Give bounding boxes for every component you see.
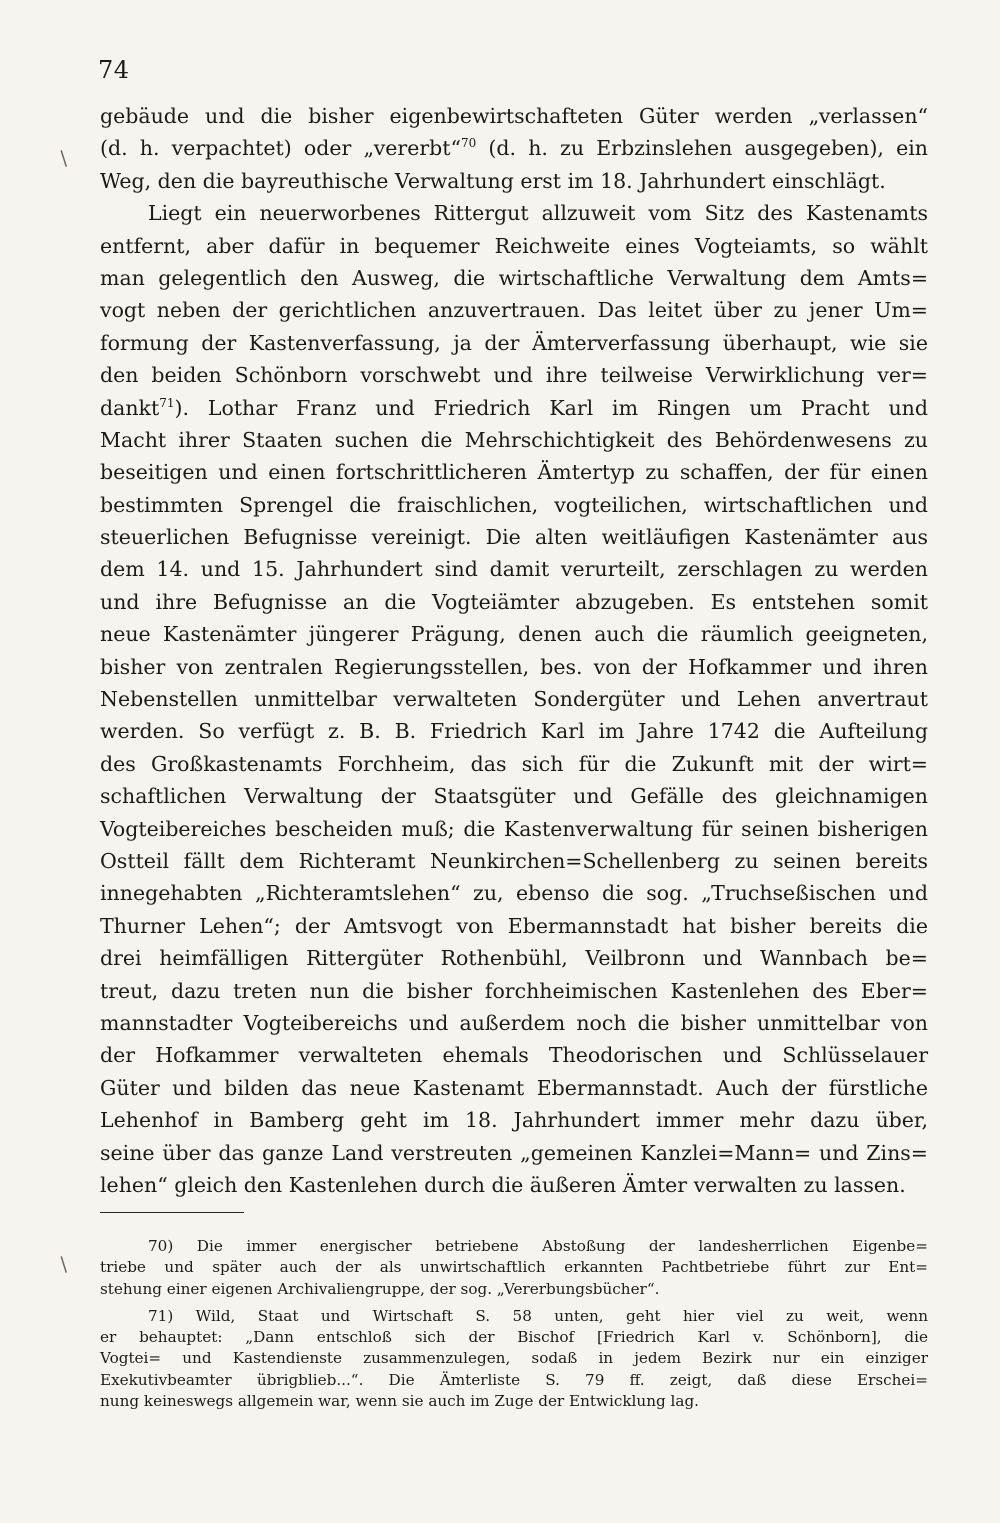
text-line: entfernt, aber dafür in bequemer Reichweite eines Vogteiamts, so wählt [100, 233, 928, 258]
text-line: man gelegentlich den Ausweg, die wirtschaftliche Verwaltung dem Amts= [100, 265, 928, 290]
text-line: des Großkastenamts Forchheim, das sich für die Zukunft mit der wirt= [100, 751, 928, 776]
text-line: dankt$^{71}$). Lothar Franz und Friedrich Karl im Ringen um Pracht und [100, 395, 928, 420]
footnotes [100, 1236, 928, 1412]
main-text [100, 100, 928, 1201]
footnote-ref: 71 [159, 395, 175, 410]
text-line: bestimmten Sprengel die fraischlichen, vogteilichen, wirtschaftlichen und [100, 492, 928, 517]
text-line: Lehenhof in Bamberg geht im 18. Jahrhundert immer mehr dazu über, [100, 1108, 928, 1133]
text-line: und ihre Befugnisse an die Vogteiämter abzugeben. Es entstehen somit [100, 589, 928, 614]
footnote-line: 70) Die immer energischer betriebene Abstoßung der landesherrlichen Eigenbe= [148, 1237, 928, 1255]
footnote-line: triebe und später auch der als unwirtschaftlich erkannten Pachtbetriebe führt zur Ent= [100, 1258, 928, 1277]
text-line: gebäude und die bisher eigenbewirtschafteten Güter werden „verlassen“ [100, 104, 928, 128]
text-line: den beiden Schönborn vorschwebt und ihre teilweise Verwirklichung ver= [100, 363, 928, 388]
footnote-line: nung keineswegs allgemein war, wenn sie auch im Zuge der Entwicklung lag. [100, 1392, 699, 1411]
margin-pencil-mark: / [53, 1252, 74, 1276]
text-line: drei heimfälligen Rittergüter Rothenbühl, Veilbronn und Wannbach be= [100, 946, 928, 971]
footnote-line: er behauptet: „Dann entschloß sich der Bischof [Friedrich Karl v. Schönborn], die [100, 1328, 928, 1347]
text-line: lehen“ gleich den Kastenlehen durch die äußeren Ämter verwalten zu lassen. [100, 1172, 906, 1197]
paragraph-start-line: Liegt ein neuerworbenes Rittergut allzuweit vom Sitz des Kastenamts [148, 201, 928, 226]
text-line: der Hofkammer verwalteten ehemals Theodorischen und Schlüsselauer [100, 1043, 928, 1068]
text-line: dem 14. und 15. Jahrhundert sind damit verurteilt, zerschlagen zu werden [100, 557, 928, 582]
text-line: beseitigen und einen fortschrittlicheren Ämtertyp zu schaffen, der für einen [100, 460, 928, 485]
footnote-ref: 70 [461, 136, 477, 151]
text-line: vogt neben der gerichtlichen anzuvertrauen. Das leitet über zu jener Um= [100, 298, 928, 323]
footnote-line: Vogtei= und Kastendienste zusammenzulegen, sodaß in jedem Bezirk nur ein einziger [100, 1349, 928, 1368]
text-line: innegehabten „Richteramtslehen“ zu, ebenso die sog. „Truchseßischen und [100, 881, 928, 906]
page-number: 74 [98, 56, 130, 84]
text-line: Ostteil fällt dem Richteramt Neunkirchen=Schellenberg zu seinen bereits [100, 848, 928, 873]
text-line: mannstadter Vogteibereichs und außerdem noch die bisher unmittelbar von [100, 1010, 928, 1035]
footnote-separator [100, 1212, 244, 1213]
footnote-line: Exekutivbeamter übrigblieb...“. Die Ämterliste S. 79 ff. zeigt, daß diese Erschei= [100, 1370, 928, 1389]
text-line: Güter und bilden das neue Kastenamt Ebermannstadt. Auch der fürstliche [100, 1075, 928, 1100]
text-line: werden. So verfügt z. B. B. Friedrich Karl im Jahre 1742 die Aufteilung [100, 719, 928, 744]
text-line: Nebenstellen unmittelbar verwalteten Sondergüter und Lehen anvertraut [100, 687, 928, 712]
footnote-line: 71) Wild, Staat und Wirtschaft S. 58 unten, geht hier viel zu weit, wenn [148, 1306, 928, 1325]
text-line: schaftlichen Verwaltung der Staatsgüter und Gefälle des gleichnamigen [100, 784, 928, 809]
text-line: seine über das ganze Land verstreuten „gemeinen Kanzlei=Mann= und Zins= [100, 1140, 928, 1165]
text-line: Thurner Lehen“; der Amtsvogt von Ebermannstadt hat bisher bereits die [100, 913, 928, 938]
margin-pencil-mark: / [53, 146, 74, 170]
text-line: (d. h. verpachtet) oder „vererbt“$^{70}$ (d. h. zu Erbzinslehen ausgegeben), ein [100, 136, 928, 161]
footnote-line: stehung einer eigenen Archivaliengruppe, der sog. „Vererbungsbücher“. [100, 1279, 660, 1298]
text-line: steuerlichen Befugnisse vereinigt. Die alten weitläufigen Kastenämter aus [100, 525, 928, 550]
text-line: neue Kastenämter jüngerer Prägung, denen auch die räumlich geeigneten, [100, 622, 928, 647]
text-line: Vogteibereiches bescheiden muß; die Kastenverwaltung für seinen bisherigen [100, 816, 928, 841]
text-line: Macht ihrer Staaten suchen die Mehrschichtigkeit des Behördenwesens zu [100, 427, 928, 452]
text-line: formung der Kastenverfassung, ja der Ämterverfassung überhaupt, wie sie [100, 330, 928, 355]
text-line: treut, dazu treten nun die bisher forchheimischen Kastenlehen des Eber= [100, 978, 928, 1003]
text-line: Weg, den die bayreuthische Verwaltung erst im 18. Jahrhundert einschlägt. [100, 168, 886, 193]
text-line: bisher von zentralen Regierungsstellen, bes. von der Hofkammer und ihren [100, 654, 928, 679]
